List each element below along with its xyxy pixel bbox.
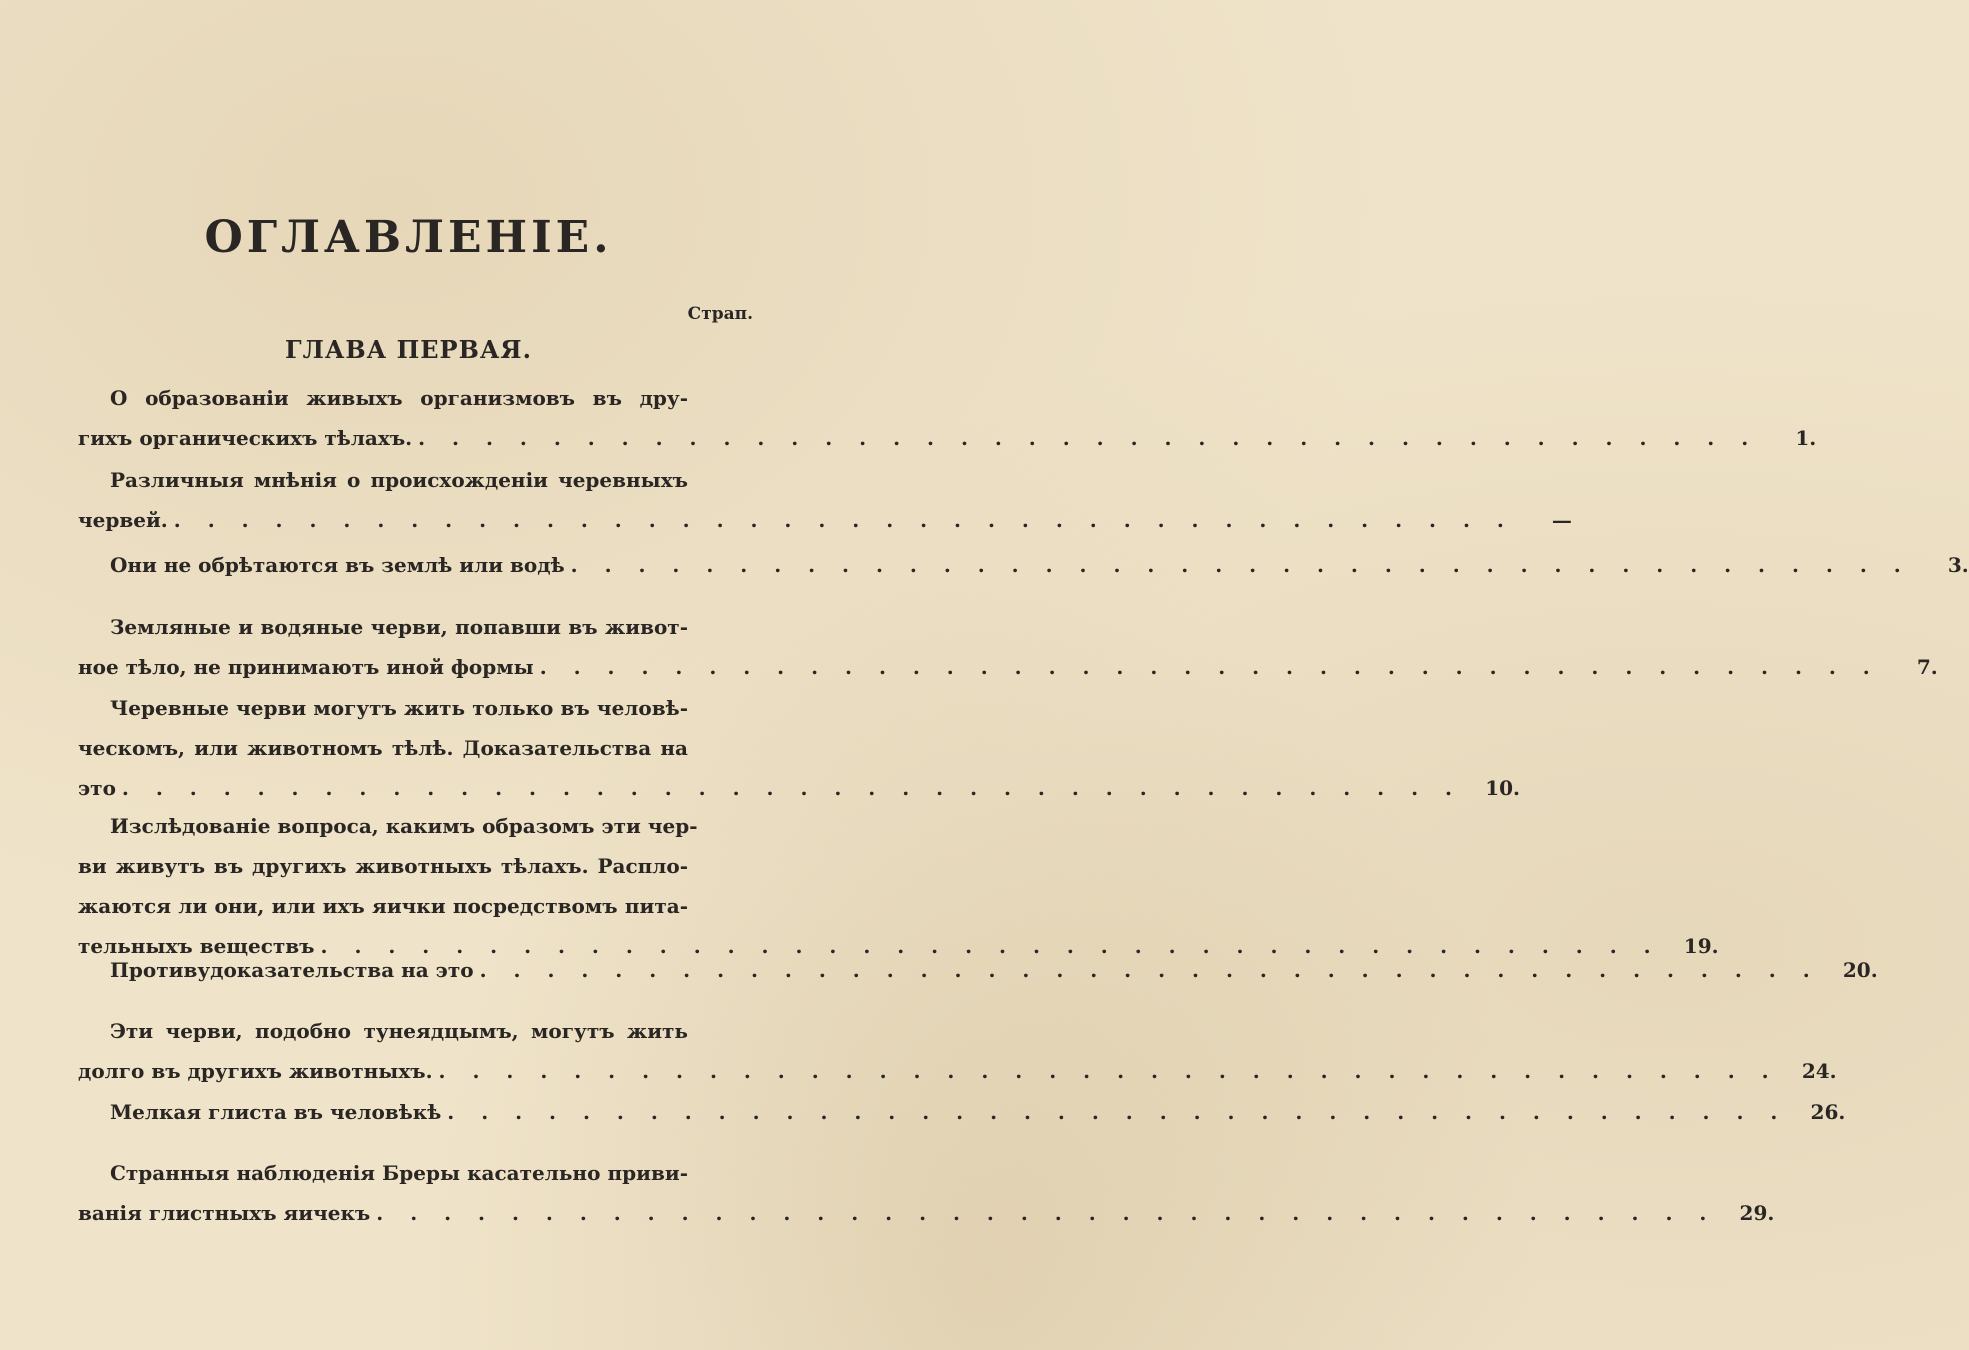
toc-page-number: — bbox=[1551, 508, 1572, 532]
page-title: ОГЛАВЛЕНІЕ. bbox=[204, 212, 613, 263]
toc-page-number: 7. bbox=[1916, 655, 1938, 679]
toc-entry-text: ванія глистныхъ яичекъ bbox=[78, 1201, 371, 1225]
toc-page-number: 1. bbox=[1795, 426, 1817, 450]
toc-entry-text: ви живутъ въ другихъ животныхъ тѣлахъ. Распло- bbox=[78, 854, 688, 878]
toc-entry bbox=[78, 950, 1878, 990]
toc-entry-text: тельныхъ веществъ bbox=[78, 934, 315, 958]
toc-entry bbox=[78, 1153, 1775, 1233]
leader-dots: . . . . . . . . . . . . . . . . . . . . . . . . . . . . . . . . . . . . . . . . bbox=[121, 776, 1462, 800]
leader-dots: . . . . . . . . . . . . . . . . . . . . . . . . . . . . . . . . . . . . . . . . bbox=[438, 1059, 1779, 1083]
page-column-header: Страп. bbox=[687, 304, 753, 324]
toc-entry-text: Странныя наблюденія Бреры касательно приви- bbox=[110, 1161, 688, 1185]
toc-entry-text: долго въ другихъ животныхъ. bbox=[78, 1059, 433, 1083]
toc-entry bbox=[78, 545, 1969, 585]
toc-entry bbox=[78, 806, 1719, 966]
leader-dots: . . . . . . . . . . . . . . . . . . . . . . . . . . . . . . . . . . . . . . . . bbox=[173, 508, 1514, 532]
toc-entry-text: жаются ли они, или ихъ яички посредствомъ пита- bbox=[78, 894, 688, 918]
toc-page-number: 3. bbox=[1947, 553, 1969, 577]
chapter-heading: ГЛАВА ПЕРВАЯ. bbox=[285, 335, 532, 364]
toc-entry-text: Они не обрѣтаются въ землѣ или водѣ bbox=[110, 553, 565, 577]
toc-entry-text: ческомъ, или животномъ тѣлѣ. Доказательства на bbox=[78, 736, 688, 760]
toc-page-number: 19. bbox=[1683, 934, 1719, 958]
toc-entry bbox=[78, 1092, 1846, 1132]
leader-dots: . . . . . . . . . . . . . . . . . . . . . . . . . . . . . . . . . . . . . . . . bbox=[320, 934, 1661, 958]
toc-entry-text: Черевные черви могутъ жить только въ человѣ- bbox=[110, 696, 688, 720]
toc-entry bbox=[78, 688, 1520, 808]
toc-entry-text: Земляные и водяные черви, попавши въ живот- bbox=[110, 615, 688, 639]
toc-entry bbox=[78, 460, 1572, 540]
toc-entry-text: гихъ органическихъ тѣлахъ. bbox=[78, 426, 413, 450]
toc-page-number: 24. bbox=[1801, 1059, 1837, 1083]
toc-entry-text: Мелкая глиста въ человѣкѣ bbox=[110, 1100, 442, 1124]
toc-entry-text: Противудоказательства на это bbox=[110, 958, 474, 982]
toc-page-number: 26. bbox=[1810, 1100, 1846, 1124]
toc-entry-text: Изслѣдованіе вопроса, какимъ образомъ эти чер- bbox=[110, 814, 698, 838]
toc-entry bbox=[78, 607, 1938, 687]
leader-dots: . . . . . . . . . . . . . . . . . . . . . . . . . . . . . . . . . . . . . . . . bbox=[418, 426, 1759, 450]
toc-entry-text: червей. bbox=[78, 508, 168, 532]
toc-page-number: 20. bbox=[1842, 958, 1878, 982]
toc-entry-text: это bbox=[78, 776, 116, 800]
toc-entry-text: О образованіи живыхъ организмовъ въ дру- bbox=[110, 386, 688, 410]
toc-page-number: 10. bbox=[1485, 776, 1520, 800]
leader-dots: . . . . . . . . . . . . . . . . . . . . . . . . . . . . . . . . . . . . . . . . bbox=[539, 655, 1880, 679]
leader-dots: . . . . . . . . . . . . . . . . . . . . . . . . . . . . . . . . . . . . . . . . bbox=[376, 1201, 1717, 1225]
toc-page-number: 29. bbox=[1739, 1201, 1775, 1225]
toc-entry-text: Различныя мнѣнія о происхожденіи черевныхъ bbox=[110, 468, 688, 492]
toc-entry bbox=[78, 1011, 1837, 1091]
toc-entry-text: ное тѣло, не принимаютъ иной формы bbox=[78, 655, 534, 679]
leader-dots: . . . . . . . . . . . . . . . . . . . . . . . . . . . . . . . . . . . . . . . . bbox=[447, 1100, 1788, 1124]
leader-dots: . . . . . . . . . . . . . . . . . . . . . . . . . . . . . . . . . . . . . . . . bbox=[479, 958, 1820, 982]
toc-entry-text: Эти черви, подобно тунеядцымъ, могутъ жить bbox=[110, 1019, 688, 1043]
leader-dots: . . . . . . . . . . . . . . . . . . . . . . . . . . . . . . . . . . . . . . . . bbox=[570, 553, 1911, 577]
toc-entry bbox=[78, 378, 1817, 458]
